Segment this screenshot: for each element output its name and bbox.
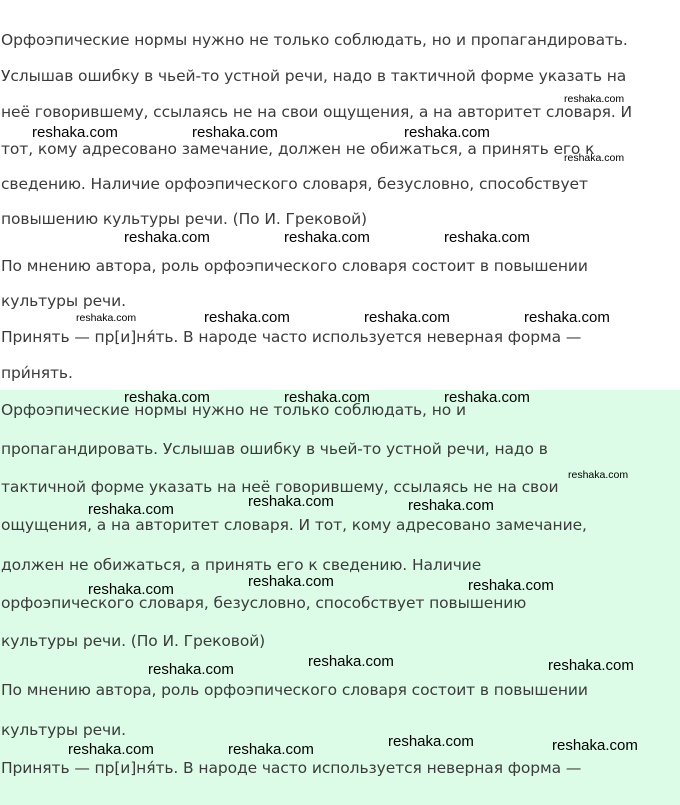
text-line: По мнению автора, роль орфоэпического словаря состоит в повышении — [1, 257, 588, 275]
text-line: культуры речи. — [1, 721, 126, 739]
watermark: reshaka.com — [284, 229, 370, 246]
watermark: reshaka.com — [388, 733, 474, 750]
watermark: reshaka.com — [192, 124, 278, 141]
watermark: reshaka.com — [68, 741, 154, 758]
text-line: при́нять. — [1, 364, 73, 382]
watermark: reshaka.com — [88, 581, 174, 598]
watermark: reshaka.com — [76, 312, 137, 324]
text-line: должен не обижаться, а принять его к сведению. Наличие — [1, 556, 482, 574]
text-line: пропагандировать. Услышав ошибку в чьей-то устной речи, надо в — [1, 440, 548, 458]
watermark: reshaka.com — [32, 124, 118, 141]
text-line: Орфоэпические нормы нужно не только соблюдать, но и — [1, 401, 466, 419]
watermark: reshaka.com — [564, 152, 625, 164]
text-line: орфоэпического словаря, безусловно, способствует повышению — [1, 594, 527, 612]
text-line: ощущения, а на авторитет словаря. И тот, кому адресовано замечание, — [1, 516, 587, 534]
watermark: reshaka.com — [564, 93, 625, 105]
watermark: reshaka.com — [364, 309, 450, 326]
watermark: reshaka.com — [124, 229, 210, 246]
text-line: повышению культуры речи. (По И. Грековой) — [1, 210, 368, 228]
watermark: reshaka.com — [444, 229, 530, 246]
text-line: неё говорившему, ссылаясь не на свои ощущения, а на авторитет словаря. И — [1, 103, 633, 121]
watermark: reshaka.com — [524, 309, 610, 326]
text-line: тот, кому адресовано замечание, должен не обижаться, а принять его к — [1, 140, 595, 158]
text-line: Орфоэпические нормы нужно не только соблюдать, но и пропагандировать. — [1, 31, 628, 49]
watermark: reshaka.com — [408, 497, 494, 514]
watermark: reshaka.com — [404, 124, 490, 141]
text-line: тактичной форме указать на неё говорившему, ссылаясь не на свои — [1, 478, 559, 496]
text-block-top — [0, 0, 680, 390]
text-line: Принять — пр[и]ня́ть. В народе часто используется неверная форма — — [1, 328, 582, 346]
watermark: reshaka.com — [248, 573, 334, 590]
watermark: reshaka.com — [548, 657, 634, 674]
watermark: reshaka.com — [568, 469, 629, 481]
text-line: Услышав ошибку в чьей-то устной речи, надо в тактичной форме указать на — [1, 67, 627, 85]
watermark: reshaka.com — [444, 389, 530, 406]
text-line: По мнению автора, роль орфоэпического словаря состоит в повышении — [1, 681, 588, 699]
text-line: культуры речи. — [1, 292, 126, 310]
watermark: reshaka.com — [308, 653, 394, 670]
text-line: культуры речи. (По И. Грековой) — [1, 632, 266, 650]
watermark: reshaka.com — [468, 577, 554, 594]
watermark: reshaka.com — [204, 309, 290, 326]
watermark: reshaka.com — [248, 493, 334, 510]
text-line: Принять — пр[и]ня́ть. В народе часто используется неверная форма — — [1, 759, 582, 777]
watermark: reshaka.com — [88, 501, 174, 518]
watermark: reshaka.com — [124, 389, 210, 406]
watermark: reshaka.com — [284, 389, 370, 406]
text-line: сведению. Наличие орфоэпического словаря, безусловно, способствует — [1, 175, 588, 193]
watermark: reshaka.com — [228, 741, 314, 758]
watermark: reshaka.com — [148, 661, 234, 678]
watermark: reshaka.com — [552, 737, 638, 754]
